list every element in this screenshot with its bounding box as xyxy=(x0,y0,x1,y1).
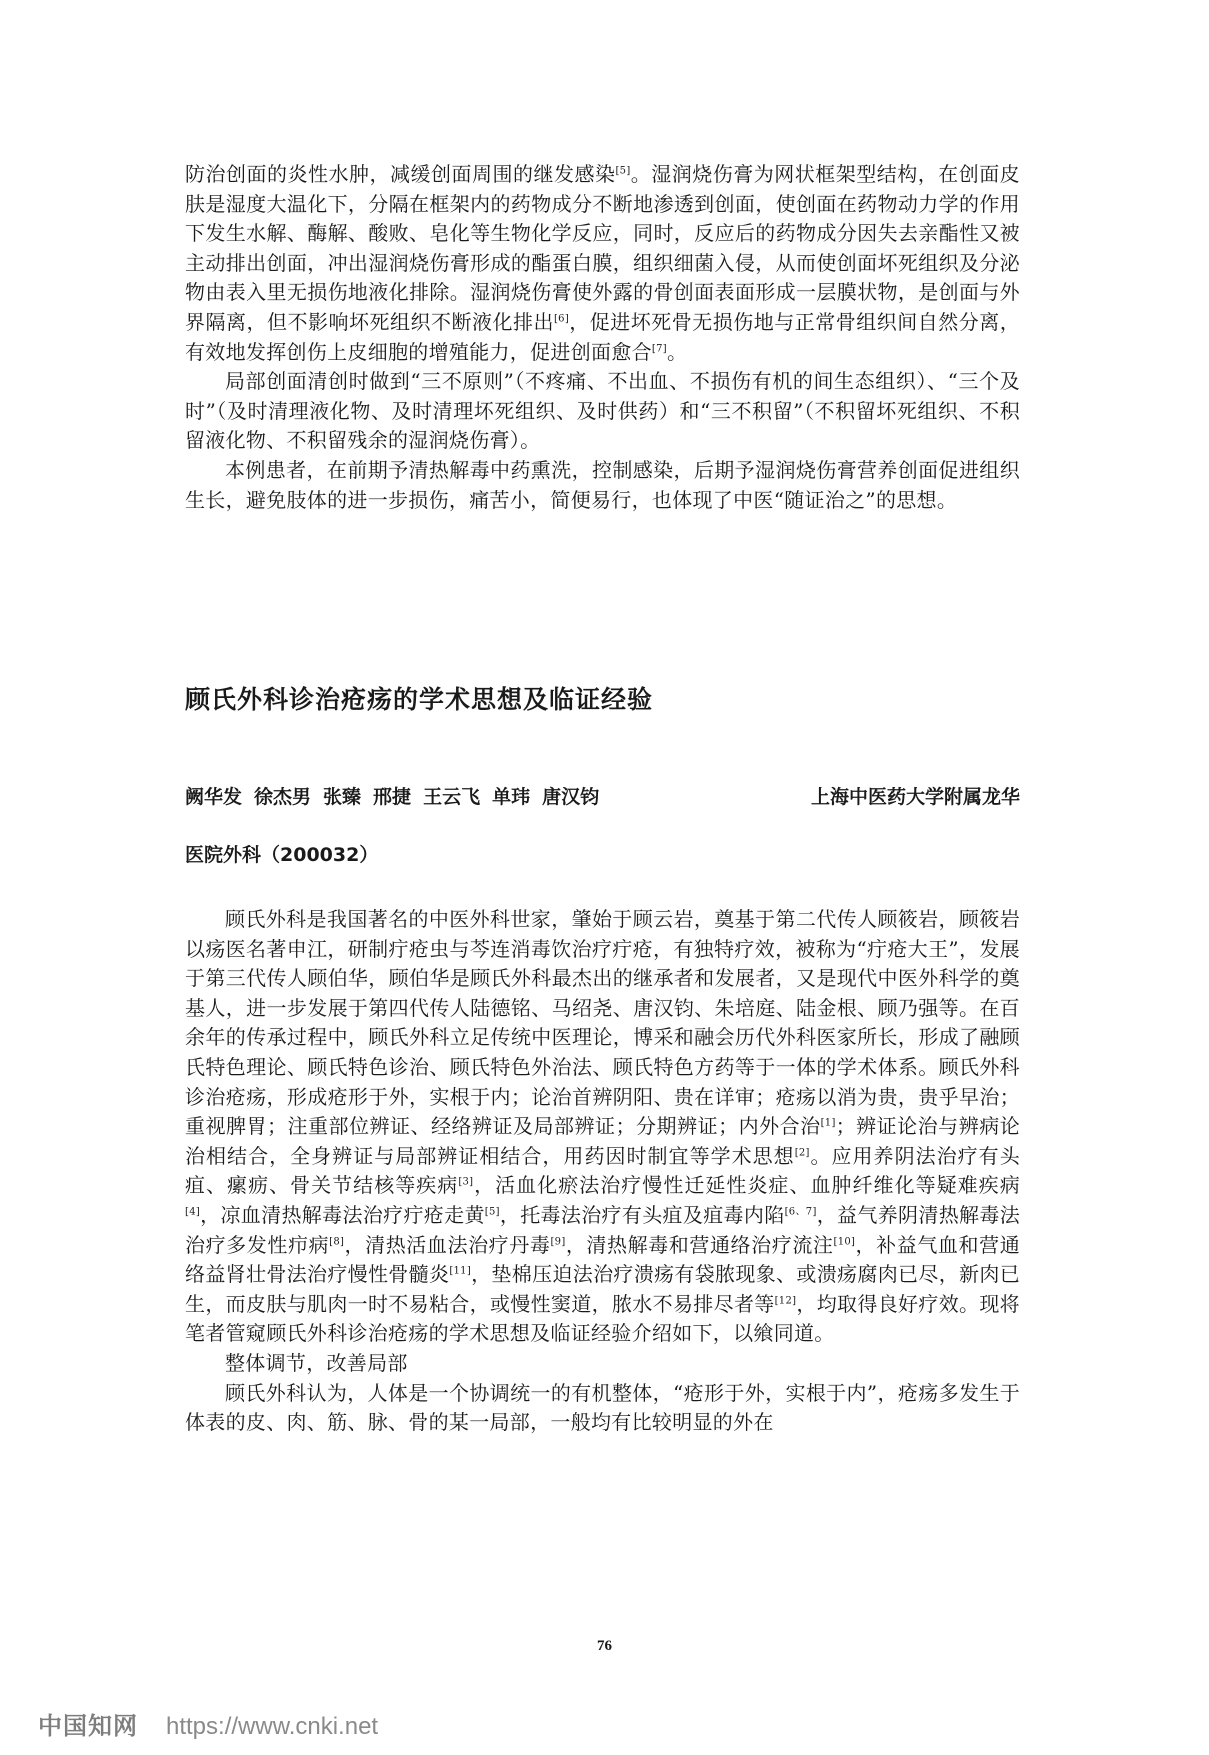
article-paragraph xyxy=(185,1379,1020,1438)
citation-mark: [5] xyxy=(615,165,631,177)
affiliation-continued: 医院外科（200032） xyxy=(185,844,379,866)
citation-mark: [8] xyxy=(329,1235,345,1247)
author-name: 邢捷 xyxy=(373,786,412,808)
author-name: 王云飞 xyxy=(423,786,481,808)
citation-mark: [6、7] xyxy=(784,1206,817,1218)
paragraph-text: 。湿润烧伤膏为网状框架型结构，在创面皮肤是湿度大温化下，分隔在框架内的药物成分不断地渗透到创面，使创面在药物动力学的作用下发生水解、酶解、酸败、皂化等生物化学反应，同时，反应后的药物成分因失去亲酯性又被主动排出创面，冲出湿润烧伤膏形成的酯蛋白膜，组织细菌入侵，从而使创面坏死组织及分泌物由表入里无损伤地液化排除。湿润烧伤膏使外露的骨创面表面形成一层膜状物，是创面与外界隔离，但不影响坏死组织不断液化排出 xyxy=(185,162,1020,334)
author-name: 唐汉钧 xyxy=(542,786,600,808)
paragraph-text: 顾氏外科是我国著名的中医外科世家，肇始于顾云岩，奠基于第二代传人顾筱岩，顾筱岩以疡医名著申江，研制疔疮虫与芩连消毒饮治疗疔疮，有独特疗效，被称为“疔疮大王”，发展于第三代传人顾伯华，顾伯华是顾氏外科最杰出的继承者和发展者，又是现代中医外科学的奠基人，进一步发展于第四代传人陆德铭、马绍尧、唐汉钧、朱培庭、陆金根、顾乃强等。在百余年的传承过程中，顾氏外科立足传统中医理论，博采和融会历代外科医家所长，形成了融顾氏特色理论、顾氏特色诊治、顾氏特色外治法、顾氏特色方药等于一体的学术体系。顾氏外科诊治疮疡，形成疮形于外，实根于内；论治首辨阴阳、贵在详审；疮疡以消为贵，贵乎早治；重视脾胃；注重部位辨证、经络辨证及局部辨证；分期辨证；内外合治 xyxy=(185,907,1020,1139)
paragraph-text: ，清热解毒和营通络治疗流注 xyxy=(565,1232,834,1257)
prev_article-paragraph xyxy=(185,160,1020,367)
paragraph-text: ，清热活血法治疗丹毒 xyxy=(344,1232,551,1257)
citation-mark: [12] xyxy=(774,1295,797,1307)
author-line xyxy=(185,782,1020,809)
paragraph-text: 。 xyxy=(666,339,688,364)
article-title: 顾氏外科诊治疮疡的学术思想及临证经验 xyxy=(185,685,654,714)
author-name: 徐杰男 xyxy=(254,786,312,808)
citation-mark: [10] xyxy=(833,1235,856,1247)
paragraph-text: ；辨证论治与辨病论治相结合，全身辨证与局部辨证相结合，用药因时制宜等学术思想 xyxy=(185,1114,1020,1168)
author-list xyxy=(185,782,611,809)
paragraph-text: ，凉血清热解毒法治疗疔疮走黄 xyxy=(200,1202,485,1227)
author-name: 张臻 xyxy=(323,786,362,808)
cnki-url[interactable]: https://www.cnki.net xyxy=(166,1713,379,1740)
author-name: 单玮 xyxy=(492,786,531,808)
paragraph-text: ，益气养阴清热解毒法治疗多发性疖病 xyxy=(185,1202,1021,1257)
citation-mark: [4] xyxy=(185,1206,201,1218)
paragraph-text: 。应用养阴法治疗有头疽、瘰疬、骨关节结核等疾病 xyxy=(185,1143,1021,1198)
paragraph-text: ，托毒法治疗有头疽及疽毒内陷 xyxy=(499,1202,785,1227)
prev_article-paragraph xyxy=(185,456,1020,515)
citation-mark: [1] xyxy=(820,1117,836,1129)
article-body xyxy=(185,905,1020,1438)
paragraph-text: ，活血化瘀法治疗慢性迁延性炎症、血肿纤维化等疑难疾病 xyxy=(473,1173,1020,1198)
paragraph-text: 防治创面的炎性水肿，减缓创面周围的继发感染 xyxy=(185,162,616,186)
cnki-footer xyxy=(38,1706,378,1741)
citation-mark: [2] xyxy=(794,1147,810,1159)
citation-mark: [5] xyxy=(484,1206,500,1218)
paragraph-text: 整体调节，改善局部 xyxy=(225,1350,408,1375)
page-number: 76 xyxy=(597,1638,612,1654)
paragraph-text: ，均取得良好疗效。现将笔者管窥顾氏外科诊治疮疡的学术思想及临证经验介绍如下，以飨同道。 xyxy=(185,1291,1020,1346)
citation-mark: [9] xyxy=(550,1235,566,1247)
article-paragraph xyxy=(185,905,1020,1349)
author-name: 阙华发 xyxy=(185,786,243,808)
paragraph-text: 顾氏外科认为，人体是一个协调统一的有机整体，“疮形于外，实根于内”，疮疡多发生于体表的皮、肉、筋、脉、骨的某一局部，一般均有比较明显的外在 xyxy=(185,1380,1020,1435)
paragraph-text: ，垫棉压迫法治疗溃疡有袋脓现象、或溃疡腐肉已尽，新肉已生，而皮肤与肌肉一时不易粘合，或慢性窦道，脓水不易排尽者等 xyxy=(185,1262,1020,1316)
affiliation: 上海中医药大学附属龙华 xyxy=(810,786,1020,808)
paragraph-text: ，补益气血和营通络益肾壮骨法治疗慢性骨髓炎 xyxy=(185,1232,1021,1287)
article-paragraph xyxy=(185,1349,1020,1379)
paragraph-text: 局部创面清创时做到“三不原则”（不疼痛、不出血、不损伤有机的间生态组织）、“三个及时”（及时清理液化物、及时清理坏死组织、及时供药）和“三不积留”（不积留坏死组织、不积留液化物、不积留残余的湿润烧伤膏）。 xyxy=(185,369,1020,453)
citation-mark: [11] xyxy=(449,1265,472,1277)
cnki-logo[interactable]: 中国知网 xyxy=(38,1712,138,1740)
citation-mark: [7] xyxy=(651,342,667,354)
paragraph-text: ，促进坏死骨无损伤地与正常骨组织间自然分离，有效地发挥创伤上皮细胞的增殖能力，促进创面愈合 xyxy=(185,309,1020,364)
citation-mark: [3] xyxy=(458,1176,474,1188)
previous-article-body xyxy=(185,160,1020,515)
prev_article-paragraph xyxy=(185,367,1020,456)
paragraph-text: 本例患者，在前期予清热解毒中药熏洗，控制感染，后期予湿润烧伤膏营养创面促进组织生长，避免肢体的进一步损伤，痛苦小，简便易行，也体现了中医“随证治之”的思想。 xyxy=(185,457,1020,512)
citation-mark: [6] xyxy=(553,313,570,325)
